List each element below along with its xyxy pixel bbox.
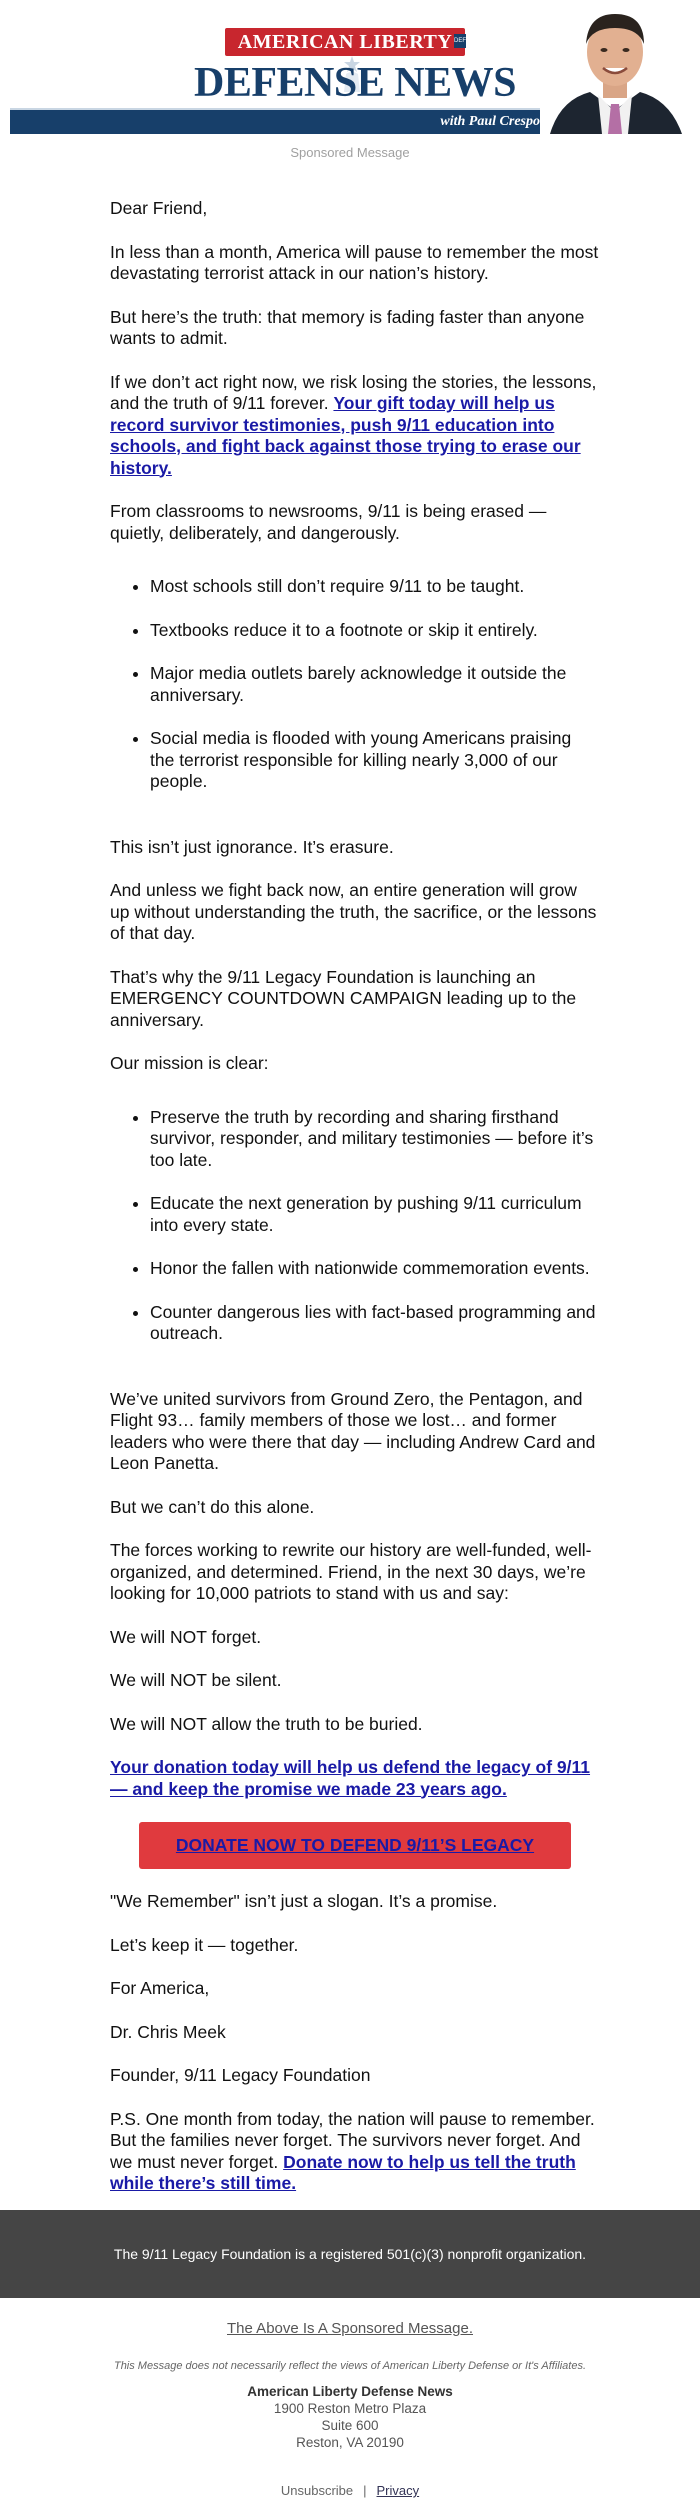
paragraph-3-text: If we don’t act right now, we risk losing the stories, the lessons, and the truth of 9/11 forever. <box>110 371 597 413</box>
postscript <box>110 2109 600 2195</box>
cta-wrapper <box>110 1822 600 1869</box>
host-line: with Paul Crespo <box>440 114 540 129</box>
list-item: • Preserve the truth by recording and sharing firsthand survivor, responder, and military testimonies — before it’s too late. <box>150 1107 600 1172</box>
paragraph-9: We’ve united survivors from Ground Zero, the Pentagon, and Flight 93… family members of those we lost… and former leaders who were there that day — including Andrew Card and Leon Panetta. <box>110 1388 596 1473</box>
disclaimer: This Message does not necessarily reflect the views of American Liberty Defense or It's Affiliates. <box>113 2360 587 2372</box>
paragraph-2: But here’s the truth: that memory is fading faster than anyone wants to admit. <box>110 306 585 348</box>
host-portrait <box>540 0 690 134</box>
donation-link[interactable]: Your donation today will help us defend the legacy of 9/11 — and keep the promise we made 23 years ago. <box>110 1757 591 1799</box>
paragraph-16: "We Remember" isn’t just a slogan. It’s a promise. <box>110 1891 498 1911</box>
sender-org: American Liberty Defense News <box>247 2384 453 2399</box>
header-banner <box>10 0 690 135</box>
mission-list <box>110 1107 600 1345</box>
address-line-1: 1900 Reston Metro Plaza <box>273 2401 427 2416</box>
paragraph-17: Let’s keep it — together. <box>110 1934 299 1955</box>
sender-address <box>0 2383 700 2451</box>
paragraph-1: In less than a month, America will pause to remember the most devastating terrorist attack in our nation’s history. <box>110 241 599 283</box>
paragraph-5: This isn’t just ignorance. It’s erasure. <box>110 836 394 857</box>
paragraph-12: We will NOT forget. <box>110 1626 262 1647</box>
list-item: • Honor the fallen with nationwide commemoration events. <box>150 1258 600 1280</box>
privacy-link[interactable]: Privacy <box>376 2483 420 2498</box>
paragraph-14: We will NOT allow the truth to be buried. <box>110 1713 423 1734</box>
footer-links <box>0 2483 700 2498</box>
unsubscribe-link[interactable]: Unsubscribe <box>280 2483 354 2498</box>
paragraph-8: Our mission is clear: <box>110 1053 269 1073</box>
letter-body <box>110 198 600 2217</box>
sponsored-notice: The Above Is A Sponsored Message. <box>227 2320 473 2337</box>
paragraph-7: That’s why the 9/11 Legacy Foundation is launching an EMERGENCY COUNTDOWN CAMPAIGN leading up to the anniversary. <box>110 966 577 1030</box>
closing: For America, <box>110 1978 210 1998</box>
postscript-text: P.S. One month from today, the nation will pause to remember. But the families never forget. The survivors never forget. And we must never forget. <box>110 2108 595 2172</box>
link-separator: | <box>363 2483 367 2498</box>
list-item: • Most schools still don’t require 9/11 to be taught. <box>150 576 600 598</box>
nonprofit-band: The 9/11 Legacy Foundation is a registered 501(c)(3) nonprofit organization. <box>0 2210 700 2298</box>
greeting: Dear Friend, <box>110 198 208 218</box>
list-item: • Textbooks reduce it to a footnote or skip it entirely. <box>150 620 600 642</box>
paragraph-11: The forces working to rewrite our history are well-funded, well-organized, and determined. Friend, in the next 30 days, we’re looking for 10,000 patriots to stand with us and say: <box>110 1540 592 1603</box>
donate-button[interactable]: DONATE NOW TO DEFEND 9/11’S LEGACY <box>139 1822 571 1869</box>
logo-main-text: DEFENSE NEWS <box>194 60 516 106</box>
logo-ribbon-tag: DEF <box>454 34 466 48</box>
signature-name: Dr. Chris Meek <box>110 2021 226 2042</box>
paragraph-6: And unless we fight back now, an entire generation will grow up without understanding the truth, the sacrifice, or the lessons of that day. <box>110 880 597 943</box>
address-line-3: Reston, VA 20190 <box>296 2435 404 2450</box>
signature-title: Founder, 9/11 Legacy Foundation <box>110 2065 371 2085</box>
address-line-2: Suite 600 <box>321 2418 379 2433</box>
paragraph-3 <box>110 372 600 480</box>
paragraph-13: We will NOT be silent. <box>110 1670 282 1690</box>
ps-donate-link[interactable]: Donate now to help us tell the truth while there’s still time. <box>110 2151 576 2193</box>
paragraph-15 <box>110 1757 600 1800</box>
paragraph-4: From classrooms to newsrooms, 9/11 is being erased — quietly, deliberately, and dangerously. <box>110 501 547 543</box>
list-item: • Major media outlets barely acknowledge it outside the anniversary. <box>150 663 600 706</box>
sponsored-label: Sponsored Message <box>290 145 410 160</box>
list-item: • Counter dangerous lies with fact-based programming and outreach. <box>150 1302 600 1345</box>
list-item: • Social media is flooded with young Americans praising the terrorist responsible for killing nearly 3,000 of our people. <box>150 728 600 793</box>
paragraph-10: But we can’t do this alone. <box>110 1496 315 1517</box>
erasure-list <box>110 576 600 793</box>
list-item: • Educate the next generation by pushing 9/11 curriculum into every state. <box>150 1193 600 1236</box>
gift-link[interactable]: Your gift today will help us record survivor testimonies, push 9/11 education into schools, and fight back against those trying to erase our history. <box>110 393 581 478</box>
logo-ribbon-text: AMERICAN LIBERTY <box>237 31 453 53</box>
